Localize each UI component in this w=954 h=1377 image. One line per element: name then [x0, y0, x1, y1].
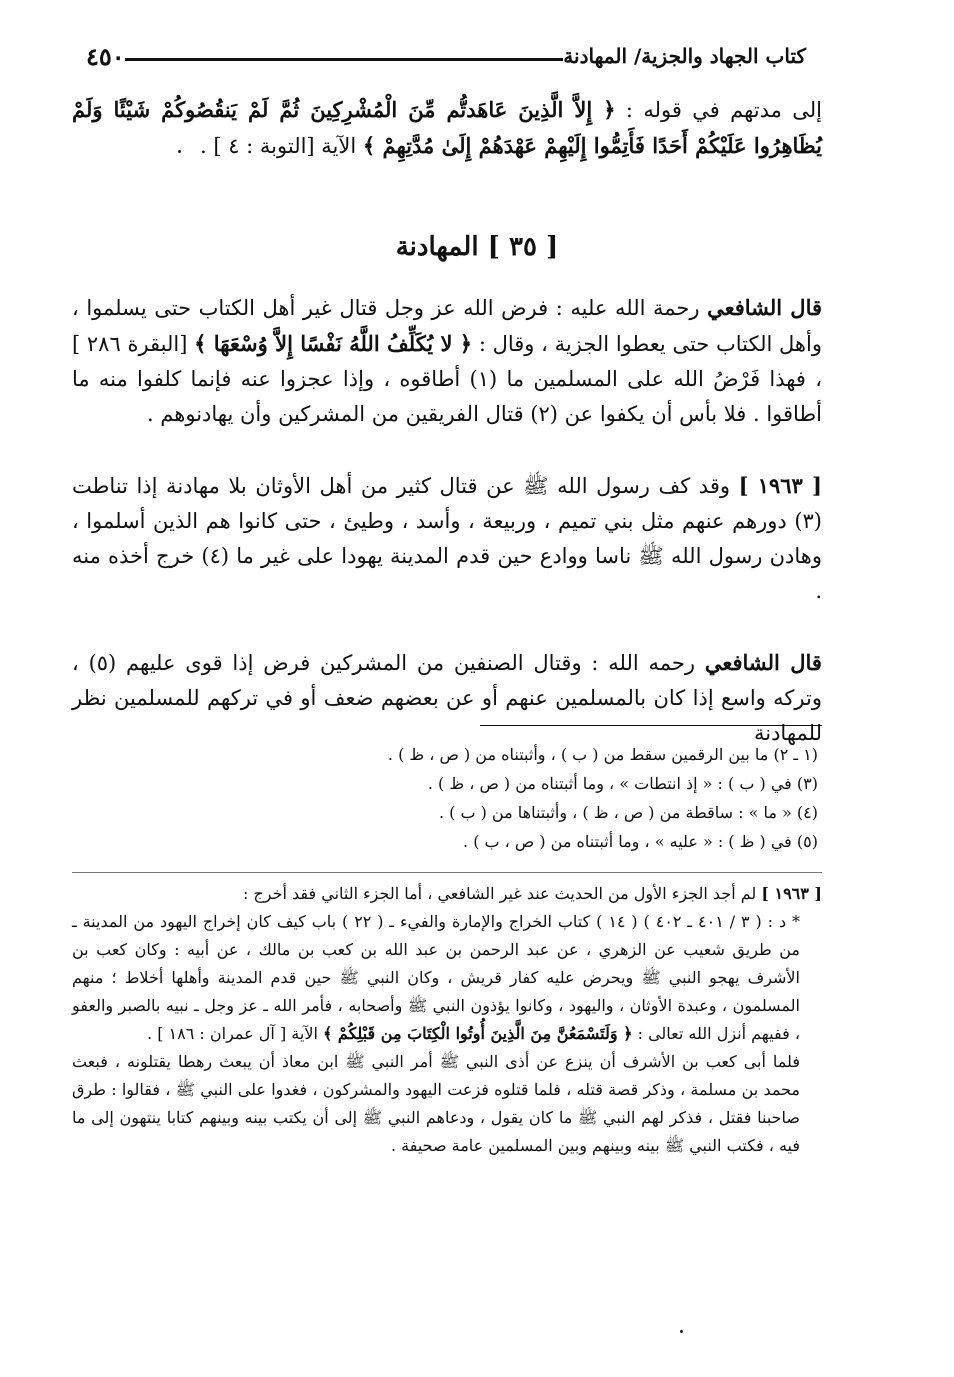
print-speck — [680, 1330, 683, 1333]
header-rule — [125, 58, 564, 61]
page-number: ٤٥٠ — [86, 41, 125, 71]
speaker-label: قال الشافعي — [707, 295, 822, 320]
paragraph-shafii-2 — [72, 645, 822, 751]
takhrij-number: [ ١٩٦٣ ] — [761, 884, 822, 903]
footnote: (١ ـ ٢) ما بين الرقمين سقط من ( ب ) ، وأثبتناه من ( ص ، ظ ) . — [387, 745, 818, 764]
section-heading — [0, 232, 954, 262]
speaker-label: قال الشافعي — [704, 650, 822, 675]
takhrij-text: فلما أبى كعب بن الأشرف أن ينزع عن أذى النبي ﷺ أمر النبي ﷺ ابن معاذ أن يبعث رهطا يقتلونه ، فبعث محمد بن مسلمة ، وذكر قصة قتله ، فلما قتلوه فزعت اليهود والمشركون ، فغدوا على النبي ﷺ ، فقالوا : طرق صاحبنا فقتل ، فذكر لهم النبي ﷺ ما كان يقول ، ودعاهم النبي ﷺ إلى أن يكتب بينه وبينهم كتابا ينتهون إلى ما فيه ، فكتب النبي ﷺ بينه وبينهم وبين المسلمين عامة صحيفة . — [72, 1052, 800, 1155]
paragraph-text: [البقرة ٢٨٦ ] ، فهذا فَرْضُ الله على المسلمين ما (١) أطاقوه ، وإذا عجزوا عنه فإنما كلفوا منه ما أطاقوا . فلا بأس أن يكفوا عن (٢) قتال الفريقين من المشركين وأن يهادنوهم . — [72, 332, 823, 426]
takhrij-paragraph — [72, 908, 822, 1048]
footnotes — [72, 740, 822, 856]
paragraph-text: رحمة الله عليه : فرض الله عز وجل قتال غير أهل الكتاب حتى يسلموا ، وأهل الكتاب حتى يعطوا الجزية ، وقال : — [72, 296, 822, 356]
paragraph-text: وقد كف رسول الله ﷺ عن قتال كثير من أهل الأوثان بلا مهادنة إذا تناطت (٣) دورهم عنهم مثل بني تميم ، وربيعة ، وأسد ، وطيئ ، حتى كانوا هم الذين أسلموا ، وهادن رسول الله ﷺ ناسا ووادع حين قدم المدينة يهودا على غير ما (٤) خرج أخذه منه . — [72, 474, 822, 603]
paragraph-1963 — [72, 468, 822, 609]
footnote: (٣) في ( ب ) : « إذ انتطات » ، وما أثبتناه من ( ص ، ظ ) . — [427, 774, 818, 793]
running-header — [72, 40, 820, 72]
paragraph-text: رحمه الله : وقتال الصنفين من المشركين فرض إذا قوى عليهم (٥) ، وتركه واسع إذا كان بالمسلمين عنهم أو عن بعضهم ضعف أو في تركهم للمسلمين نظر للمهادنة — [72, 651, 822, 745]
footnote-separator — [480, 725, 822, 726]
footnote: (٥) في ( ظ ) : « عليه » ، وما أثبتناه من ( ص ، ب ) . — [463, 832, 818, 851]
quote-lead: إلى مدتهم في قوله : — [625, 98, 822, 122]
quran-verse: ﴿ لا يُكَلِّفُ اللَّهُ نَفْسًا إِلاَّ وُسْعَهَا ﴾ — [194, 331, 473, 356]
takhrij-paragraph — [72, 1048, 822, 1160]
takhrij-intro — [72, 880, 822, 908]
book-title: كتاب الجهاد والجزية/ المهادنة — [563, 44, 806, 68]
quran-quote-paragraph — [72, 92, 822, 164]
quran-verse: ﴿ وَلَتَسْمَعُنَّ مِنَ الَّذِينَ أُوتُوا الْكِتَابَ مِن قَبْلِكُمْ ﴾ — [322, 1024, 633, 1043]
paragraph-shafii-1 — [72, 290, 822, 432]
verse-reference: الآية [التوبة : ٤ ] . — [199, 134, 357, 158]
hadith-number: [ ١٩٦٣ ] — [738, 473, 822, 498]
takhrij-section — [72, 880, 822, 1160]
section-number: [ ٣٥ ] — [487, 232, 559, 262]
section-title: المهادنة — [395, 232, 479, 262]
footnote: (٤) « ما » : ساقطة من ( ص ، ظ ) ، وأثبتناها من ( ب ) . — [438, 803, 818, 822]
quran-verse: ﴿ إِلاَّ الَّذِينَ عَاهَدتُّم مِّنَ الْمُشْرِكِينَ ثُمَّ لَمْ يَنقُصُوكُمْ شَيْئًا وَلَمْ يُظَاهِرُوا عَلَيْكُمْ أَحَدًا فَأَتِمُّوا إِلَيْهِمْ عَهْدَهُمْ إِلَىٰ مُدَّتِهِمْ ﴾ — [72, 97, 822, 158]
takhrij-text: * د : ( ٣ / ٤٠١ ـ ٤٠٢ ) ( ١٤ ) كتاب الخراج والإمارة والفيء ـ ( ٢٢ ) باب كيف كان إخراج اليهود من المدينة ـ من طريق شعيب عن الزهري ، عن عبد الرحمن بن عبد الله بن كعب بن مالك ، عن أبيه : وكان كعب بن الأشرف يهجو النبي ﷺ ويحرض عليه كفار قريش ، وكان النبي ﷺ حين قدم المدينة وأهلها أخلاط ؛ منهم المسلمون ، وعبدة الأوثان ، واليهود ، وكانوا يؤذون النبي ﷺ وأصحابه ، فأمر الله ـ عز وجل ـ نبيه بالصبر والعفو ، ففيهم أنزل الله تعالى : — [72, 912, 801, 1043]
print-speck — [178, 150, 181, 153]
verse-reference: الآية [ آل عمران : ١٨٦ ] . — [147, 1024, 318, 1043]
takhrij-separator — [72, 872, 822, 873]
takhrij-intro-text: لم أجد الجزء الأول من الحديث عند غير الشافعي ، أما الجزء الثاني فقد أخرج : — [242, 884, 757, 903]
